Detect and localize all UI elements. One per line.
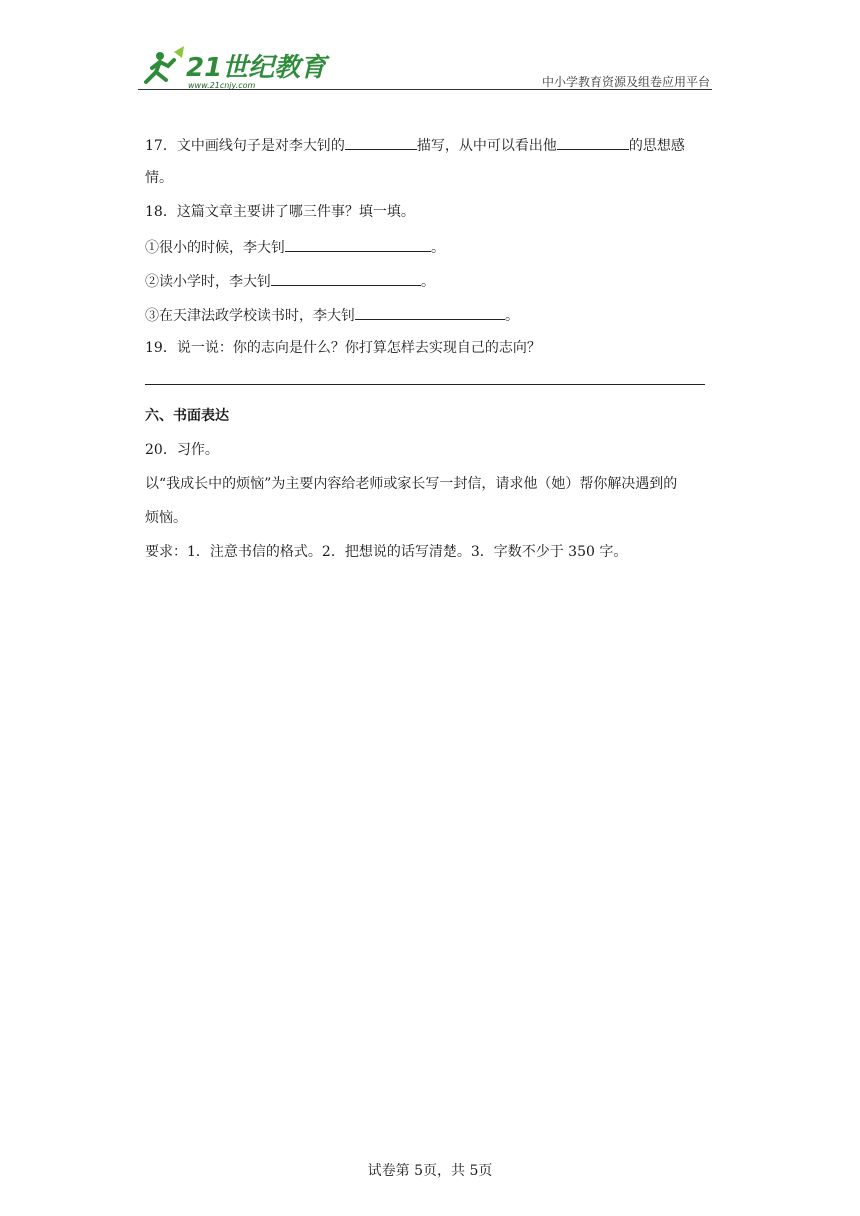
q17-text-a: 17．文中画线句子是对李大钊的 bbox=[145, 138, 345, 154]
q20-prompt-b: 烦恼。 bbox=[145, 510, 187, 526]
question-18: 18．这篇文章主要讲了哪三件事？填一填。 bbox=[145, 204, 415, 220]
q17-text-b: 描写，从中可以看出他 bbox=[416, 138, 557, 154]
platform-name: 中小学教育资源及组卷应用平台 bbox=[541, 75, 710, 89]
q18-item-1 bbox=[145, 236, 445, 258]
q17-text-d: 情。 bbox=[145, 170, 173, 186]
answer-blank[interactable] bbox=[285, 236, 431, 252]
q17-text-c: 的思想感 bbox=[628, 138, 685, 154]
answer-blank[interactable] bbox=[557, 134, 629, 150]
q19-answer-line[interactable] bbox=[145, 384, 705, 385]
period: 。 bbox=[505, 308, 519, 324]
q18-item-2 bbox=[145, 270, 435, 292]
answer-blank[interactable] bbox=[271, 270, 421, 286]
question-17 bbox=[145, 134, 685, 156]
answer-blank[interactable] bbox=[345, 134, 417, 150]
header-divider bbox=[138, 89, 712, 90]
q18-item-3-text: ③在天津法政学校读书时，李大钊 bbox=[145, 308, 355, 324]
answer-blank[interactable] bbox=[355, 304, 505, 320]
period: 。 bbox=[431, 240, 445, 256]
logo-21cnjy bbox=[138, 42, 338, 90]
q20-prompt-a: 以“我成长中的烦恼”为主要内容给老师或家长写一封信，请求他（她）帮你解决遇到的 bbox=[145, 476, 678, 492]
question-20: 20．习作。 bbox=[145, 442, 219, 458]
question-19: 19．说一说：你的志向是什么？你打算怎样去实现自己的志向？ bbox=[145, 340, 541, 356]
q18-item-1-text: ①很小的时候，李大钊 bbox=[145, 240, 285, 256]
q18-item-3 bbox=[145, 304, 519, 326]
period: 。 bbox=[421, 274, 435, 290]
q20-requirements: 要求：1．注意书信的格式。2．把想说的话写清楚。3．字数不少于 350 字。 bbox=[145, 544, 628, 560]
page-footer: 试卷第 5页，共 5页 bbox=[367, 1163, 493, 1179]
q18-item-2-text: ②读小学时，李大钊 bbox=[145, 274, 271, 290]
svg-text:21世纪教育: 21世纪教育 bbox=[186, 53, 327, 83]
section-6-title: 六、书面表达 bbox=[145, 408, 229, 424]
page-header bbox=[138, 42, 712, 92]
svg-text:www.21cnjy.com: www.21cnjy.com bbox=[188, 81, 256, 90]
